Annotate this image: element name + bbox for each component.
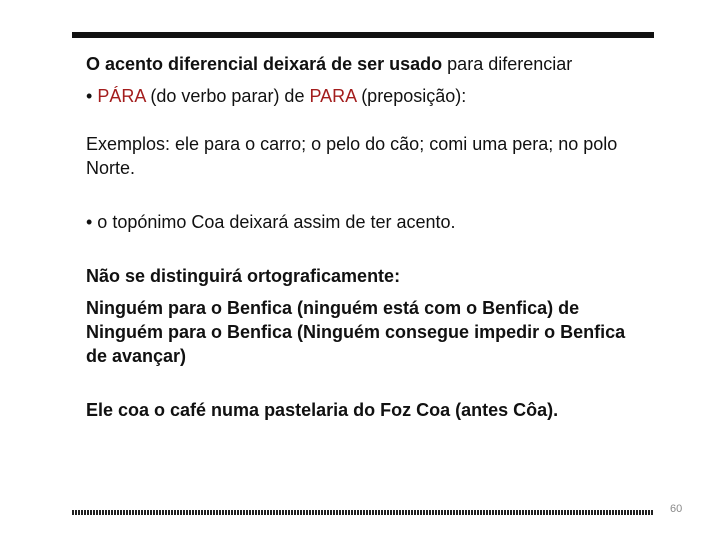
heading-rest: para diferenciar — [447, 54, 573, 74]
slide-content — [86, 52, 646, 422]
final-line: Ele coa o café numa pastelaria do Foz Coa (antes Côa). — [86, 400, 559, 420]
no-distinction-title: Não se distinguirá ortograficamente: — [86, 266, 401, 286]
bullet-text-1: (do verbo parar) de — [150, 86, 305, 106]
examples-text: Exemplos: ele para o carro; o pelo do cão; comi uma pera; no polo Norte. — [86, 134, 618, 178]
top-rule — [72, 32, 654, 38]
word-para-preposition: PARA — [309, 86, 357, 106]
no-distinction-body: Ninguém para o Benfica (ninguém está com o Benfica) de Ninguém para o Benfica (Ninguém consegue impedir o Benfica de avançar) — [86, 298, 626, 366]
bottom-rule — [72, 510, 654, 515]
bullet-marker: • — [86, 86, 93, 106]
word-para-verb: PÁRA — [97, 86, 146, 106]
bullet-para — [86, 84, 646, 108]
heading-bold: O acento diferencial deixará de ser usado — [86, 54, 443, 74]
bullet-coa: • o topónimo Coa deixará assim de ter acento. — [86, 212, 456, 232]
heading — [86, 52, 646, 76]
page-number: 60 — [670, 503, 683, 515]
bullet-text-2: (preposição): — [361, 86, 467, 106]
